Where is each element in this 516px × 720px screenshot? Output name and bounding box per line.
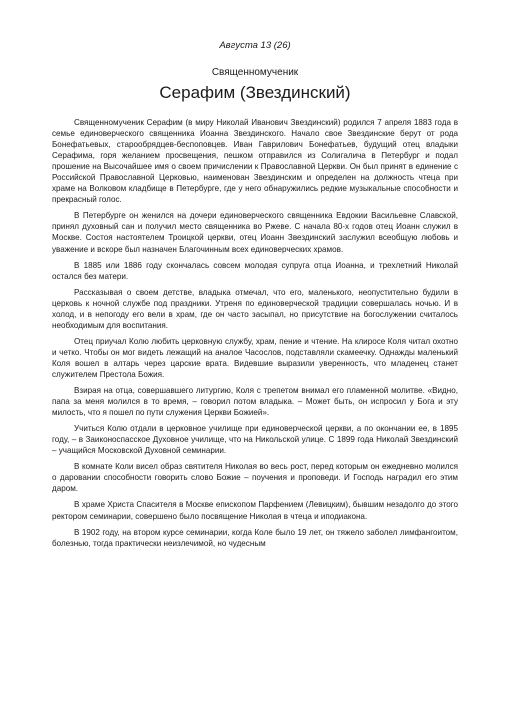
paragraph: В 1902 году, на втором курсе семинарии, когда Коле было 19 лет, он тяжело заболел лимфангоитом, болезнью, тогда практически неизлечимой, но чудесным	[52, 527, 458, 548]
document-body	[52, 117, 458, 549]
paragraph: Учиться Колю отдали в церковное училище при единоверческой церкви, а по окончании ее, в 1895 году, – в Заиконоспасское Духовное училище, что на Никольской улице. С 1899 года Николай Звездинский – учащийся Московской Духовной семинарии.	[52, 424, 458, 456]
paragraph: В храме Христа Спасителя в Москве епископом Парфением (Левицким), бывшим незадолго до этого ректором семинарии, совершено было посвящение Николая в чтеца и иподиакона.	[52, 500, 458, 521]
paragraph: Священномученик Серафим (в миру Николай Иванович Звездинский) родился 7 апреля 1883 года в семье единоверческого священника Иоанна Звездинского. Начало свое Звездинские берут от рода Бонефатьевых, старообрядцев-беспоповцев. Иван Гаврилович Бонефатьев, будущий отец владыки Серафима, горя желанием просвещения, пешком отправился из Солигалича в Петербург и подал прошение на Высочайшее имя о своем причислении к Православной Церкви. Он был принят в единение с Российской Православной Церковью, наименован Звездинским и определен на должность чтеца при храме на Волковом кладбище в Петербурге, где у него обнаружились редкие музыкальные способности и прекрасный голос.	[52, 118, 458, 205]
paragraph: Рассказывая о своем детстве, владыка отмечал, что его, маленького, неопустительно будили в церковь к ночной службе под праздники. Утреня по единоверческой традиции совершалась ночью. И в холод, и в непогоду его вели в храм, где он часто засыпал, но присутствие на богослужении считалось необходимым для воспитания.	[52, 287, 458, 330]
page-date: Августа 13 (26)	[219, 40, 291, 51]
paragraph: Отец приучал Колю любить церковную службу, храм, пение и чтение. На клиросе Коля читал охотно и четко. Чтобы он мог видеть лежащий на аналое Часослов, подставляли скамеечку. Однажды маленький Коля вошел в алтарь через царские врата. Видевшие выразили уверенность, что младенец станет служителем Престола Божия.	[52, 336, 458, 379]
paragraph: Взирая на отца, совершавшего литургию, Коля с трепетом внимал его пламенной молитве. «Видно, папа за меня молился в то время, – говорил потом владыка. – Может быть, он испросил у Бога и эту милость, что я пошел по пути служения Церкви Божией».	[52, 386, 458, 418]
paragraph: В Петербурге он женился на дочери единоверческого священника Евдокии Васильевне Славской, принял духовный сан и получил место священника во Ржеве. С начала 80-х годов отец Иоанн служил в Москве. Состоя настоятелем Троицкой церкви, отец Иоанн Звездинский заслужил всеобщую любовь и уважение и вскоре был назначен Благочинным всех единоверческих храмов.	[52, 211, 458, 254]
page-rank: Священномученик	[211, 67, 299, 78]
paragraph: В 1885 или 1886 году скончалась совсем молодая супруга отца Иоанна, и трехлетний Николай остался без матери.	[52, 260, 458, 281]
page-title: Серафим (Звездинский)	[159, 83, 351, 102]
paragraph: В комнате Коли висел образ святителя Николая во весь рост, перед которым он ежедневно молился о даровании способности говорить слово Божие – поучения и проповеди. И Господь наградил его этим даром.	[52, 462, 458, 494]
